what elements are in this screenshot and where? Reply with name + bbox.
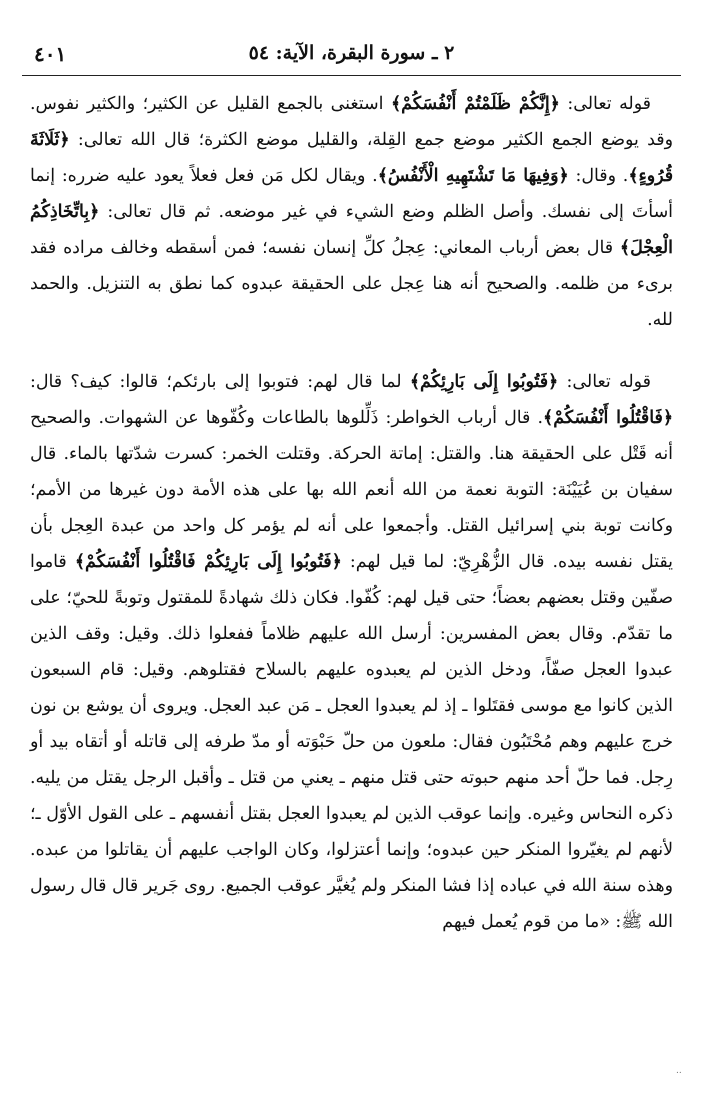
- quran-verse: ﴿إِنَّكُمْ ظَلَمْتُمْ أَنْفُسَكُمْ﴾: [390, 94, 560, 114]
- quran-verse: ﴿فَاقْتُلُوا أَنْفُسَكُمْ﴾: [543, 408, 674, 428]
- quran-verse: ﴿ثَلَاثَةَ قُرُوءٍ﴾: [30, 130, 674, 186]
- page-header: [22, 40, 681, 76]
- quran-verse: ﴿وَفِيهَا مَا تَشْتَهِيهِ الْأَنْفُسُ﴾: [377, 166, 569, 186]
- running-title: ٢ ـ سورة البقرة، الآية: ٥٤: [248, 42, 455, 64]
- text-segment: قوله تعالى:: [558, 372, 651, 392]
- quran-verse: ﴿فَتُوبُوا إِلَى بَارِئِكُمْ فَاقْتُلُوا أَنْفُسَكُمْ﴾: [74, 552, 342, 572]
- paragraph-gap: [30, 338, 673, 364]
- quran-verse: ﴿فَتُوبُوا إِلَى بَارِئِكُمْ﴾: [409, 372, 559, 392]
- text-segment: . قال أرباب الخواطر: ذَلِّلوها بالطاعات وكُفّوها عن الشهوات. والصحيح أنه قَتْل على الحقيقة هنا. والقتل: إماتة الحركة. وقتلت الخمر: كسرت شدّتها بالماء. قال سفيان بن عُيَيْنَة: التوبة نعمة من الله أنعم الله بها على هذه الأمة دون غيرها من الأمم؛ وكانت توبة بني إسرائيل القتل. وأجمعوا على أنه لم يؤمر كل واحد من عبدة العِجل بأن يقتل نفسه بيده. قال الزُّهْرِيّ: لما قيل لهم:: [30, 408, 674, 572]
- text-segment: لما قال لهم: فتوبوا إلى بارئكم؛ قالوا: كيف؟ قال:: [30, 372, 410, 392]
- text-segment: قاموا صفّين وقتل بعضهم بعضاً؛ حتى قيل لهم: كُفّوا. فكان ذلك شهادةً للمقتول وتوبةً للحيّ؛ على ما تقدّم. وقال بعض المفسرين: أرسل الله عليهم ظلاماً ففعلوا ذلك. وقيل: وقف الذين عبدوا العجل صفّاً، ودخل الذين لم يعبدوه عليهم بالسلاح فقتلوهم. وقيل: قام السبعون الذين كانوا مع موسى فقتَلوا ـ إذ لم يعبدوا العجل ـ مَن عبد العجل. ويروى أن يوشع بن نون خرج عليهم وهم مُحْتَبُون فقال: ملعون من حلّ حَبْوَته أو مدّ طرفه إلى قاتله أو أتقاه بيد أو رِجل. فما حلّ أحد منهم حبوته حتى قتل منهم ـ يعني من قتل ـ وأقبل الرجل يقتل من يليه. ذكره النحاس وغيره. وإنما عوقب الذين لم يعبدوا العجل بقتل أنفسهم ـ على القول الأوّل ـ؛ لأنهم لم يغيّروا المنكر حين عبدوه؛ وإنما أعتزلوا، وكان الواجب عليهم أن يقاتلوا من عبده. وهذه سنة الله في عباده إذا فشا المنكر ولم يُغيَّر عوقب الجميع. روى جَرير قال قال رسول الله ﷺ: «ما من قوم يُعمل فيهم: [30, 552, 673, 932]
- body-text: [30, 86, 673, 940]
- text-segment: استغنى بالجمع القليل عن الكثير؛ والكثير نفوس. وقد يوضع الجمع الكثير موضع جمع القِلة، والقليل موضع الكثرة؛ قال الله تعالى:: [30, 94, 673, 150]
- text-segment: . ويقال لكل مَن فعل فعلاً يعود عليه ضرره: إنما أسأتَ إلى نفسك. وأصل الظلم وضع الشيء في غير موضعه. ثم قال تعالى:: [30, 166, 673, 222]
- paragraph: [30, 364, 673, 940]
- paragraph: [30, 86, 673, 338]
- corner-mark: ..: [676, 1066, 682, 1076]
- text-segment: قوله تعالى:: [559, 94, 651, 114]
- text-segment: . وقال:: [568, 166, 629, 186]
- page-number: ٤٠١: [34, 42, 67, 66]
- header-rule: [22, 75, 681, 76]
- text-segment: قال بعض أرباب المعاني: عِجلُ كلِّ إنسان نفسه؛ فمن أسقطه وخالف مراده فقد برىء من ظلمه. والصحيح أنه هنا عِجل على الحقيقة عبدوه كما نطق به التنزيل. والحمد لله.: [30, 238, 673, 330]
- quran-verse: ﴿بِاتِّخَاذِكُمُ الْعِجْلَ﴾: [30, 202, 673, 258]
